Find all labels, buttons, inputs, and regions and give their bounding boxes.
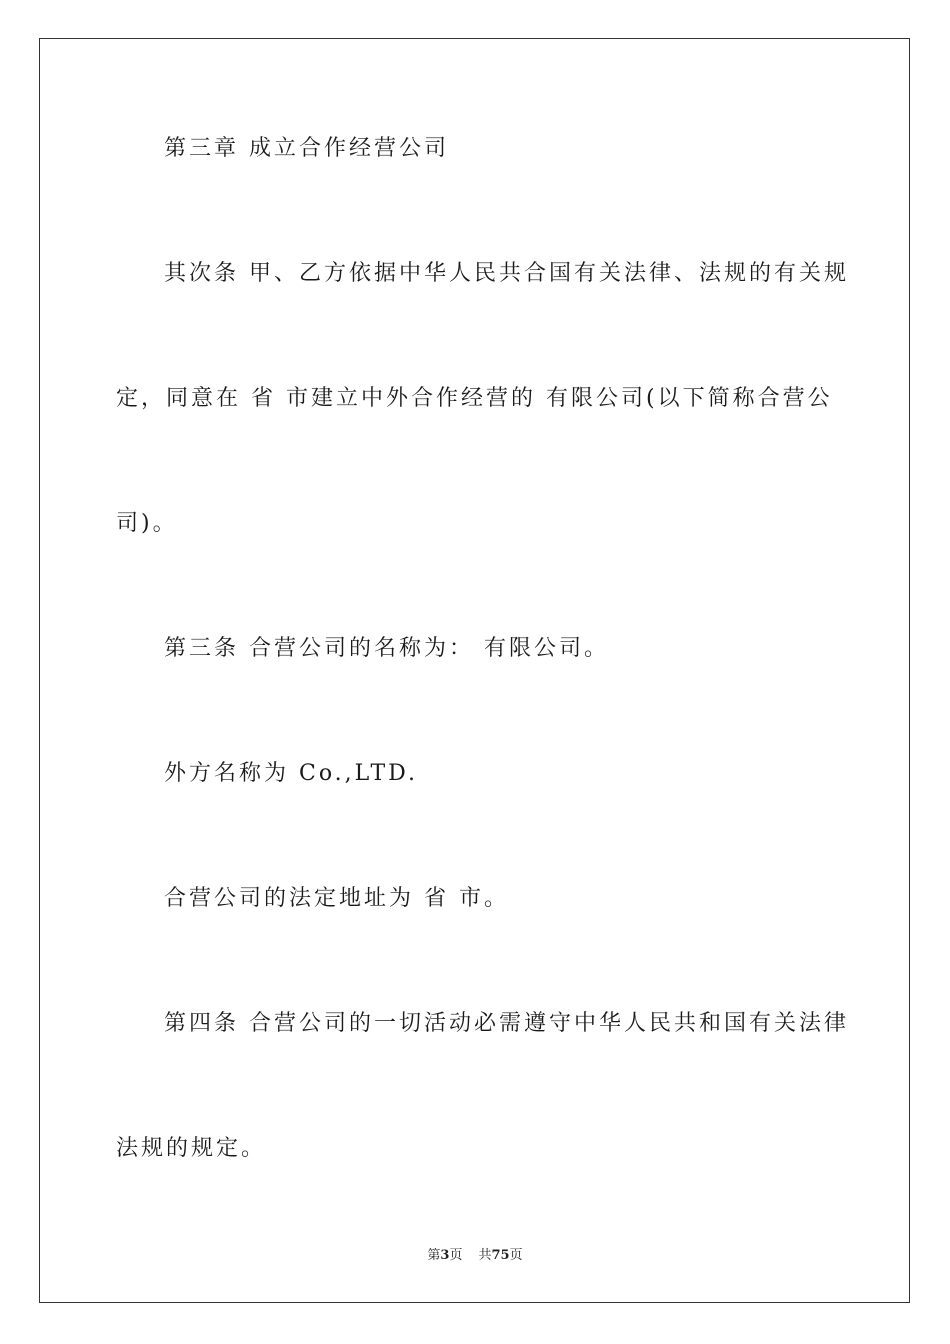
page-footer	[0, 1246, 950, 1266]
paragraph-line: 法规的规定。	[116, 1136, 267, 1161]
paragraph-line: 外方名称为 Co.,LTD.	[164, 761, 419, 786]
paragraph-line: 合营公司的法定地址为 省 市。	[164, 886, 509, 911]
total-pages: 75	[491, 1248, 510, 1263]
paragraph-line: 其次条 甲、乙方依据中华人民共合国有关法律、法规的有关规	[164, 261, 849, 286]
page-suffix: 页	[449, 1248, 463, 1263]
paragraph-line: 定，同意在 省 市建立中外合作经营的 有限公司(以下简称合营公	[116, 386, 833, 411]
page-number: 3	[440, 1248, 450, 1263]
paragraph-line: 第三条 合营公司的名称为： 有限公司。	[164, 636, 609, 661]
paragraph-line: 第四条 合营公司的一切活动必需遵守中华人民共和国有关法律	[164, 1011, 849, 1036]
total-suffix: 页	[509, 1248, 523, 1263]
total-prefix: 共	[478, 1248, 492, 1263]
paragraph-line: 司)。	[116, 511, 178, 536]
page-border	[39, 38, 910, 1303]
page-prefix: 第	[427, 1248, 441, 1263]
chapter-heading: 第三章 成立合作经营公司	[164, 136, 449, 161]
